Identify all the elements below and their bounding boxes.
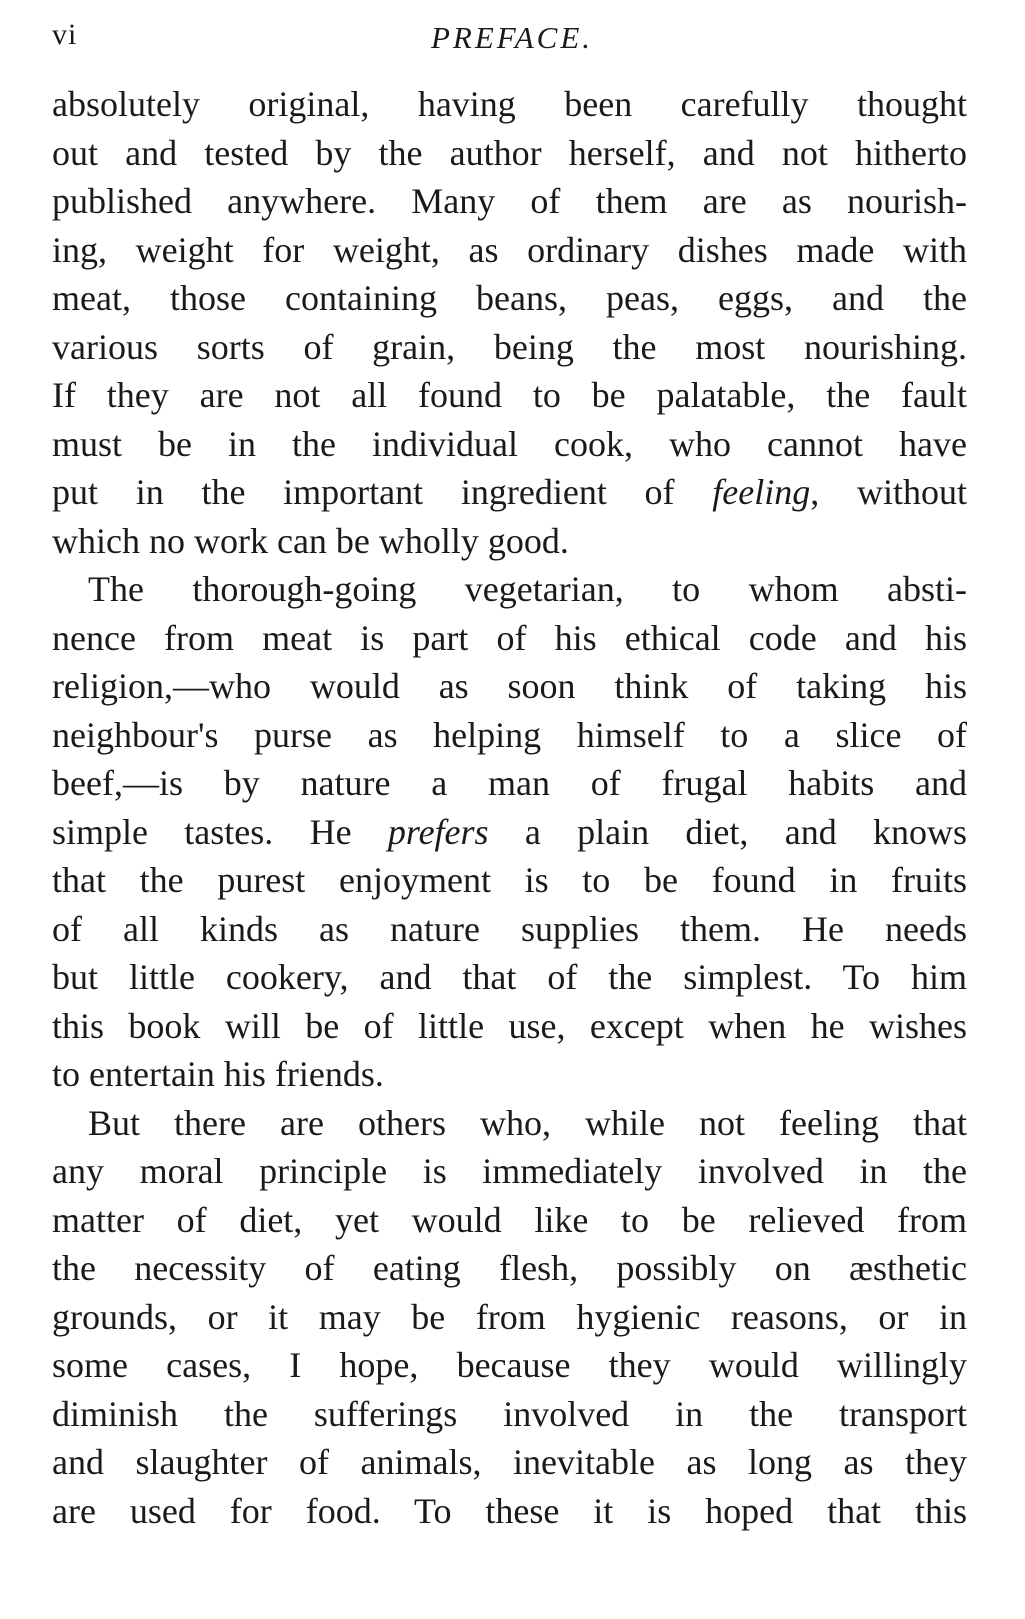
paragraph-1 <box>52 80 967 565</box>
text-line: neighbour's purse as helping himself to a slice of <box>52 714 967 755</box>
text-line: which no work can be wholly good. <box>52 520 569 561</box>
text-line: matter of diet, yet would like to be relieved from <box>52 1199 967 1240</box>
text-line: grounds, or it may be from hygienic reasons, or in <box>52 1296 967 1337</box>
text-line: this book will be of little use, except when he wishes <box>52 1005 967 1046</box>
text-line: the necessity of eating flesh, possibly on æsthetic <box>52 1248 967 1288</box>
text-line: meat, those containing beans, peas, eggs, and the <box>52 278 967 318</box>
text-line: and slaughter of animals, inevitable as long as they <box>52 1442 967 1482</box>
text-line: If they are not all found to be palatable, the fault <box>52 375 967 415</box>
text-line <box>52 468 967 517</box>
text-line: to entertain his friends. <box>52 1054 384 1094</box>
page-number: vi <box>52 18 78 51</box>
text-line: ing, weight for weight, as ordinary dishes made with <box>52 229 967 270</box>
text-line: that the purest enjoyment is to be found in fruits <box>52 860 967 900</box>
text-line: some cases, I hope, because they would willingly <box>52 1345 967 1385</box>
text-line: The thorough-going vegetarian, to whom absti- <box>88 569 967 609</box>
page-header <box>52 18 972 58</box>
text-line: absolutely original, having been carefully thought <box>52 84 967 124</box>
text-line: various sorts of grain, being the most nourishing. <box>52 326 967 367</box>
body-text <box>52 80 967 1535</box>
italic-word: feeling <box>712 472 811 512</box>
text-segment: a plain diet, and knows <box>488 811 968 852</box>
running-head: PREFACE. <box>430 20 594 55</box>
text-line: beef,—is by nature a man of frugal habits and <box>52 763 967 803</box>
italic-word: prefers <box>387 811 489 852</box>
text-line: are used for food. To these it is hoped that this <box>52 1490 967 1531</box>
text-line: but little cookery, and that of the simplest. To him <box>52 957 967 997</box>
text-segment: put in the important ingredient of <box>52 472 675 512</box>
text-segment: , without <box>810 472 967 512</box>
text-line: any moral principle is immediately involved in the <box>52 1151 967 1191</box>
text-line: published anywhere. Many of them are as nourish- <box>52 181 967 221</box>
paragraph-2 <box>52 565 967 1099</box>
text-line: must be in the individual cook, who cannot have <box>52 423 967 464</box>
text-line: nence from meat is part of his ethical code and his <box>52 617 967 658</box>
text-line: religion,—who would as soon think of taking his <box>52 666 967 706</box>
text-line: out and tested by the author herself, and not hitherto <box>52 132 967 173</box>
paragraph-3 <box>52 1099 967 1536</box>
text-segment: simple tastes. He <box>52 811 352 852</box>
text-line: diminish the sufferings involved in the transport <box>52 1393 967 1434</box>
text-line: of all kinds as nature supplies them. He needs <box>52 908 967 949</box>
text-line <box>52 808 967 857</box>
text-line: But there are others who, while not feeling that <box>88 1102 967 1143</box>
